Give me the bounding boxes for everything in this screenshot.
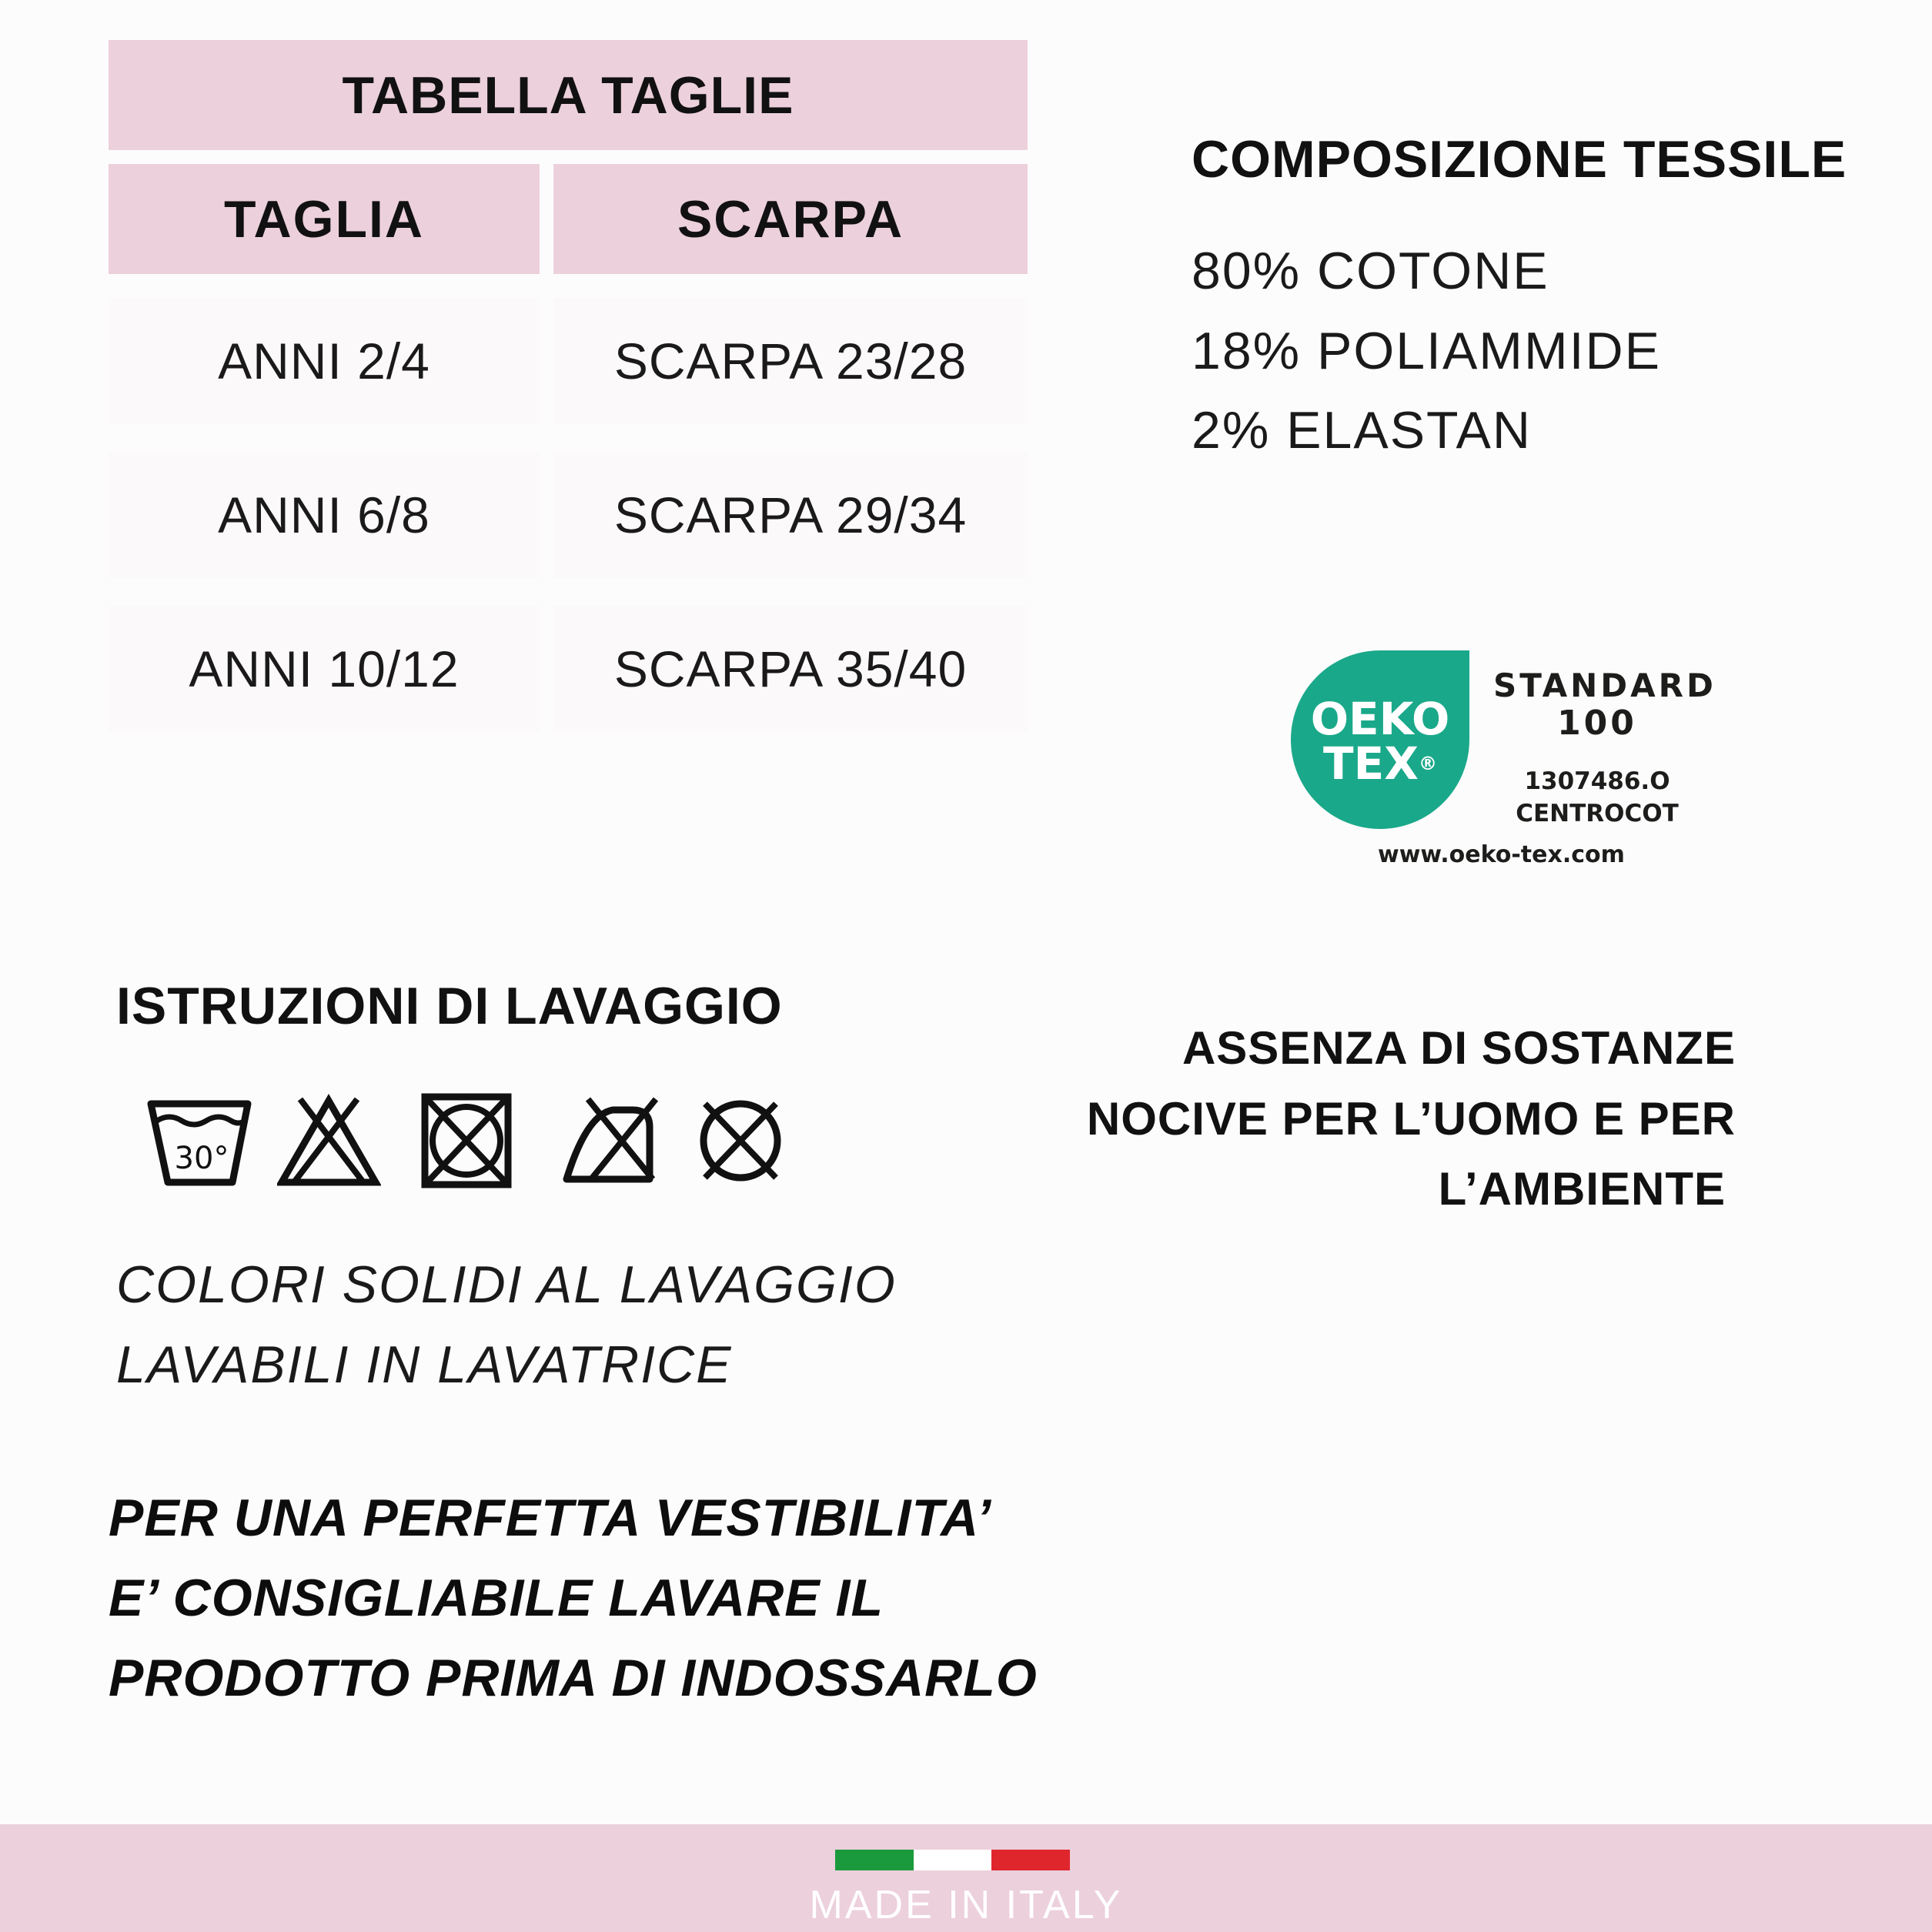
composition-line: 80% COTONE <box>1192 242 1549 300</box>
oeko-certificate-number: 1307486.O <box>1524 767 1670 795</box>
wash-note: COLORI SOLIDI AL LAVAGGIO <box>116 1255 897 1314</box>
fit-advice-line: PRODOTTO PRIMA DI INDOSSARLO <box>109 1649 1038 1707</box>
no-bleach-icon <box>277 1093 381 1189</box>
italian-flag-icon <box>835 1850 1070 1870</box>
table-cell-shoe: SCARPA 35/40 <box>553 606 1028 732</box>
table-cell-size: ANNI 10/12 <box>109 606 540 732</box>
wash-30-icon <box>146 1093 262 1189</box>
oeko-standard-label: STANDARD <box>1493 667 1716 704</box>
wash-temperature: 30° <box>174 1141 229 1176</box>
oeko-institute: CENTROCOT <box>1516 800 1679 827</box>
oeko-tex-logo <box>1291 650 1469 829</box>
oeko-website: www.oeko-tex.com <box>1378 841 1625 868</box>
safety-line: ASSENZA DI SOSTANZE <box>1182 1022 1736 1074</box>
safety-line: L’AMBIENTE <box>1438 1163 1726 1215</box>
fit-advice-line: PER UNA PERFETTA VESTIBILITA’ <box>109 1489 992 1547</box>
no-tumble-dry-icon <box>421 1093 512 1188</box>
registered-mark: ® <box>1418 753 1437 774</box>
safety-line: NOCIVE PER L’UOMO E PER <box>1086 1093 1736 1145</box>
no-iron-icon <box>560 1093 660 1189</box>
table-cell-shoe: SCARPA 23/28 <box>553 298 1028 424</box>
column-header-taglia: TAGLIA <box>109 164 540 274</box>
washing-title: ISTRUZIONI DI LAVAGGIO <box>116 977 783 1035</box>
made-in-italy-label: MADE IN ITALY <box>809 1883 1123 1927</box>
oeko-logo-line2: TEX <box>1323 737 1419 790</box>
fit-advice-line: E’ CONSIGLIABILE LAVARE IL <box>109 1569 884 1627</box>
oeko-standard-number: 100 <box>1557 704 1637 743</box>
column-header-scarpa: SCARPA <box>553 164 1028 274</box>
composition-line: 18% POLIAMMIDE <box>1192 322 1661 380</box>
composition-title: COMPOSIZIONE TESSILE <box>1192 130 1847 189</box>
table-cell-shoe: SCARPA 29/34 <box>553 452 1028 578</box>
wash-note: LAVABILI IN LAVATRICE <box>116 1335 733 1394</box>
composition-line: 2% ELASTAN <box>1192 401 1533 460</box>
no-dry-clean-icon <box>694 1093 787 1189</box>
table-cell-size: ANNI 2/4 <box>109 298 540 424</box>
table-cell-size: ANNI 6/8 <box>109 452 540 578</box>
size-table-title: TABELLA TAGLIE <box>109 40 1028 150</box>
oeko-logo-line1: OEKO <box>1310 693 1450 745</box>
